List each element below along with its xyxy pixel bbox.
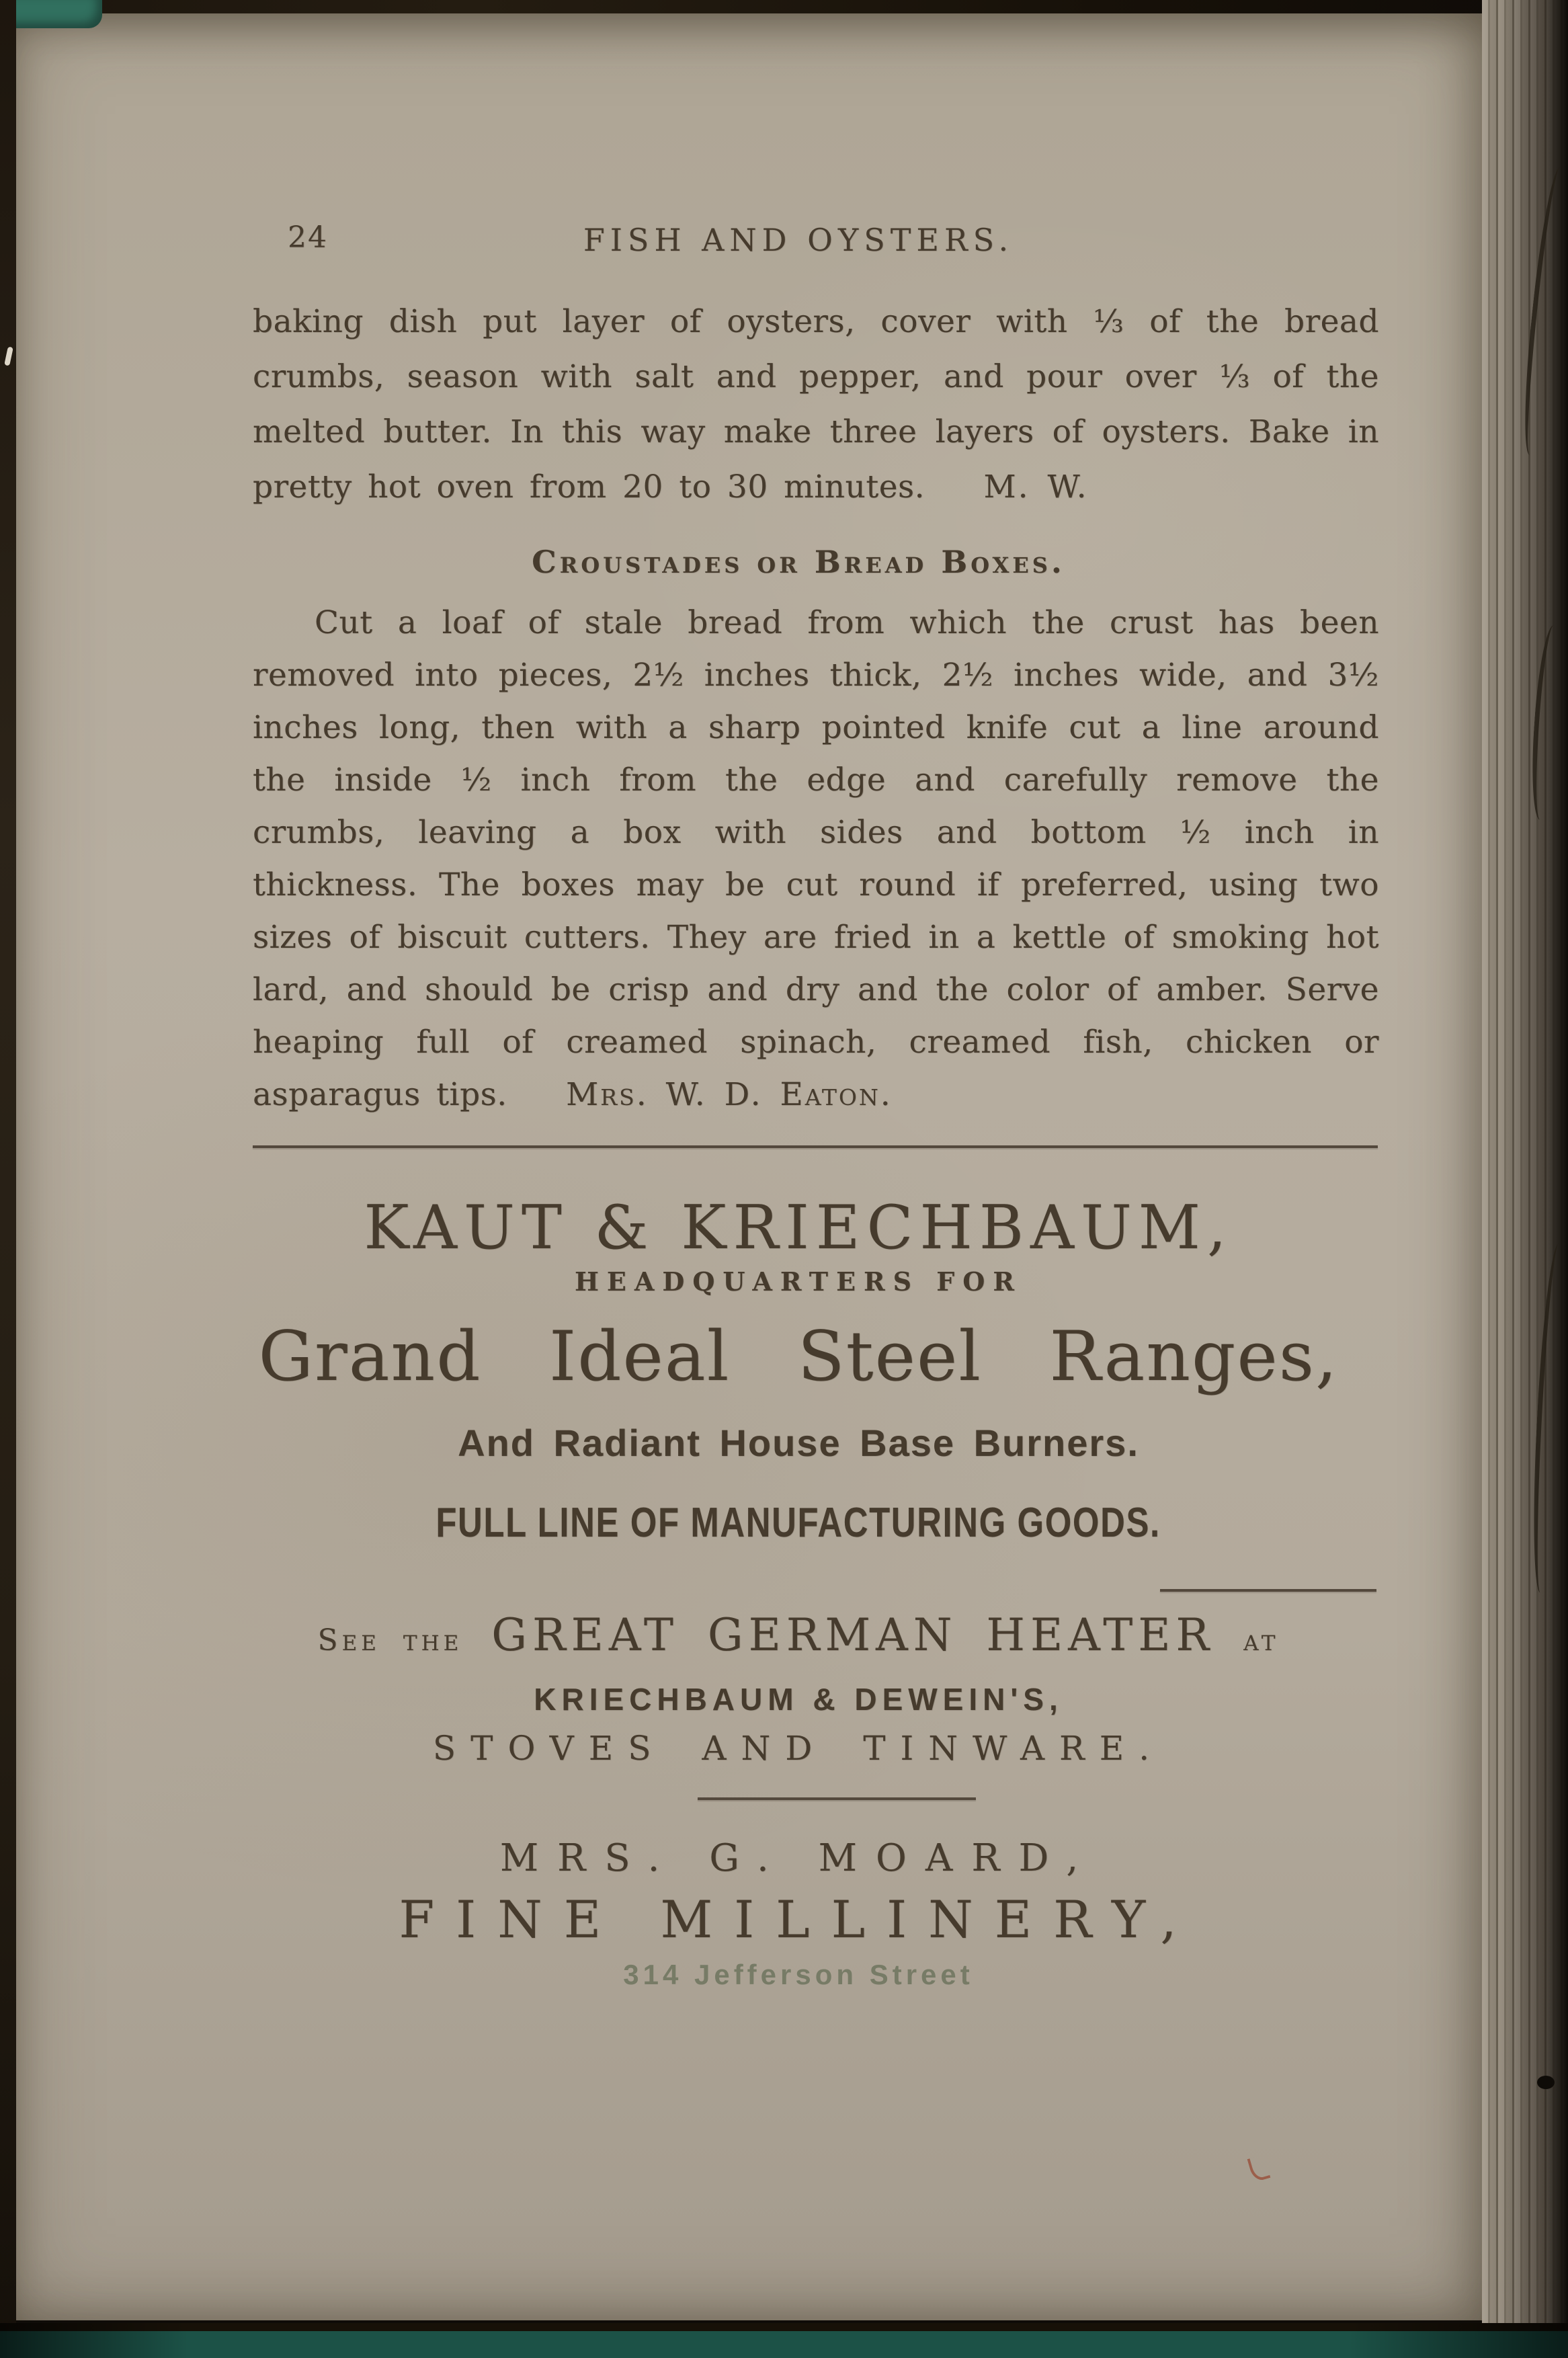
section-heading: Croustades or Bread Boxes.	[532, 544, 1065, 580]
fore-edge-pages	[1482, 0, 1568, 2358]
croustades-signature: Mrs. W. D. Eaton.	[566, 1076, 893, 1113]
ad-kaut-tagline: HEADQUARTERS FOR	[575, 1266, 1022, 1297]
edge-dot-mark	[1537, 2076, 1555, 2089]
recipe-continued-signature: M. W.	[983, 469, 1089, 505]
ad-kaut-product: Grand Ideal Steel Ranges,	[258, 1317, 1339, 1397]
ad-kaut-product3-text: FULL LINE OF MANUFACTURING GOODS.	[436, 1500, 1161, 1546]
croustades-text: Cut a loaf of stale bread from which the crust has been removed into pieces, 2½ inches thick, 2½ inches wide, and 3½ inches long, then with a sharp pointed knife cut a line around the inside ½ inch from the edge and carefully remove the crumbs, leaving a box with sides and bottom ½ inch in thickness. The boxes may be cut round if preferred, using two sizes of biscuit cutters. They are fried in a kettle of smoking hot lard, and should be crisp and dry and the color of amber. Serve heaping full of creamed spinach, creamed fish, chicken or asparagus tips.	[253, 604, 1379, 1113]
ad-kaut-product3	[234, 1499, 1363, 1547]
recipe-continued-text: baking dish put layer of oysters, cover with ⅓ of the bread crumbs, season with salt and pepper, and pour over ⅓ of the melted butter. In this way make three layers of oysters. Bake in pretty hot oven from 20 to 30 minutes.	[253, 303, 1379, 505]
recipe-ad-divider	[253, 1145, 1378, 1148]
ad-kaut-product2: And Radiant House Base Burners.	[458, 1422, 1139, 1464]
running-title: FISH AND OYSTERS.	[583, 222, 1014, 258]
page-number: 24	[288, 220, 328, 255]
ad-divider-heater	[1160, 1589, 1376, 1592]
ad-heater-product: GREAT GERMAN HEATER	[491, 1609, 1215, 1661]
ad-millinery-business: FINE MILLINERY,	[399, 1889, 1198, 1949]
ad-divider-millinery	[698, 1797, 976, 1800]
ad-heater-category: STOVES AND TINWARE.	[432, 1729, 1165, 1768]
ad-heater-store: KRIECHBAUM & DEWEIN'S,	[534, 1682, 1063, 1717]
page-paper	[12, 11, 1492, 2320]
croustades-paragraph	[253, 597, 1379, 1121]
ad-heater-suffix: at	[1243, 1623, 1280, 1658]
footer-band	[0, 2323, 1568, 2358]
ad-kaut-name: KAUT & KRIECHBAUM,	[364, 1192, 1233, 1263]
ad-heater-prefix: See the	[317, 1623, 463, 1658]
ad-heater-headline	[234, 1609, 1363, 1661]
recipe-continued-paragraph	[253, 294, 1379, 515]
ad-millinery-proprietor: MRS. G. MOARD,	[499, 1836, 1098, 1880]
book-top-edge	[0, 0, 1568, 13]
ad-millinery-address: 314 Jefferson Street	[623, 1959, 974, 1990]
stray-ink-mark	[1247, 2154, 1271, 2183]
